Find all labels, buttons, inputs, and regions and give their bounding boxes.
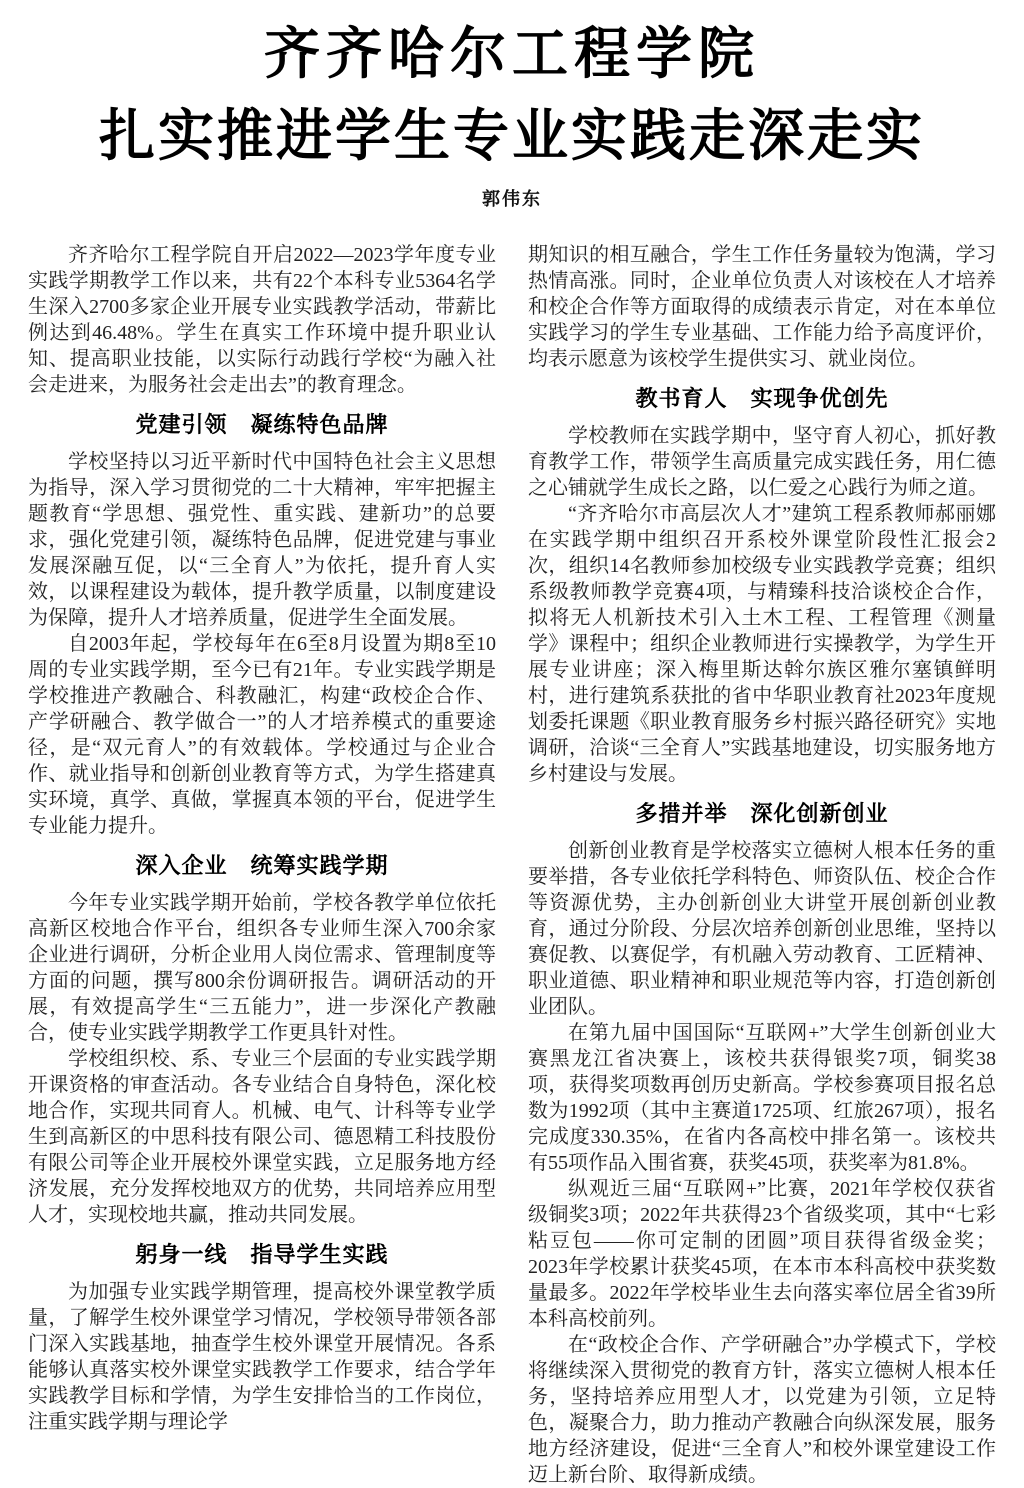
paragraph: 纵观近三届“互联网+”比赛，2021年学校仅获省级铜奖3项；2022年共获得23个省级奖项，其中“七彩粘豆包——你可定制的团圆”项目获得省级金奖；2023年学校累计获奖45项，在本市本科高校中获奖数量最多。2022年学校毕业生去向落实率位居全省39所本科高校前列。: [528, 1178, 996, 1330]
section-header: 教书育人 实现争优创先: [635, 386, 889, 411]
paragraph: 为加强专业实践学期管理，提高校外课堂教学质量，了解学生校外课堂学习情况，学校领导带领各部门深入实践基地，抽查学生校外课堂开展情况。各系能够认真落实校外课堂实践教学工作要求，结合学年实践教学目标和学情，为学生安排恰当的工作岗位，注重实践学期与理论学: [28, 1281, 496, 1433]
article-columns: [28, 242, 996, 1488]
paragraph: “齐齐哈尔市高层次人才”建筑工程系教师郝丽娜在实践学期中组织召开系校外课堂阶段性汇报会2次，组织14名教师参加校级专业实践教学竞赛；组织系级教师教学竞赛4项，与精臻科技洽谈校企合作，拟将无人机新技术引入土木工程、工程管理《测量学》课程中；组织企业教师进行实操教学，为学生开展专业讲座；深入梅里斯达斡尔族区雅尔塞镇鲜明村，进行建筑系获批的省中华职业教育社2023年度规划委托课题《职业教育服务乡村振兴路径研究》实地调研，洽谈“三全育人”实践基地建设，切实服务地方乡村建设与发展。: [528, 503, 996, 785]
article-title: [28, 22, 996, 168]
paragraph: 在“政校企合作、产学研融合”办学模式下，学校将继续深入贯彻党的教育方针，落实立德树人根本任务，坚持培养应用型人才，以党建为引领，立足特色，凝聚合力，助力推动产教融合向纵深发展，服务地方经济建设，促进“三全育人”和校外课堂建设工作迈上新台阶、取得新成绩。: [528, 1334, 996, 1486]
section-header: 深入企业 统筹实践学期: [135, 853, 389, 878]
page-title-line2: 扎实推进学生专业实践走深走实: [99, 104, 925, 167]
left-column: [28, 242, 496, 1488]
section-header: 党建引领 凝练特色品牌: [135, 412, 389, 437]
paragraph: 创新创业教育是学校落实立德树人根本任务的重要举措，各专业依托学科特色、师资队伍、校企合作等资源优势，主办创新创业大讲堂开展创新创业教育，通过分阶段、分层次培养创新创业思维，坚持以赛促教、以赛促学，有机融入劳动教育、工匠精神、职业道德、职业精神和职业规范等内容，打造创新创业团队。: [528, 840, 996, 1018]
paragraph: 在第九届中国国际“互联网+”大学生创新创业大赛黑龙江省决赛上，该校共获得银奖7项，铜奖38项，获得奖项数再创历史新高。学校参赛项目报名总数为1992项（其中主赛道1725项、红旅267项），报名完成度330.35%，在省内各高校中排名第一。该校共有55项作品入围省赛，获奖45项，获奖率为81.8%。: [528, 1022, 996, 1174]
paragraph: 自2003年起，学校每年在6至8月设置为期8至10周的专业实践学期，至今已有21年。专业实践学期是学校推进产教融合、科教融汇，构建“政校企合作、产学研融合、教学做合一”的人才培养模式的重要途径，是“双元育人”的有效载体。学校通过与企业合作、就业指导和创新创业教育等方式，为学生搭建真实环境，真学、真做，掌握真本领的平台，促进学生专业能力提升。: [28, 633, 496, 837]
author-byline: 郭伟东: [482, 189, 542, 209]
paragraph: 今年专业实践学期开始前，学校各教学单位依托高新区校地合作平台，组织各专业师生深入700余家企业进行调研，分析企业用人岗位需求、管理制度等方面的问题，撰写800余份调研报告。调研活动的开展，有效提高学生“三五能力”，进一步深化产教融合，使专业实践学期教学工作更具针对性。: [28, 892, 496, 1044]
right-column: [528, 242, 996, 1488]
paragraph: 期知识的相互融合，学生工作任务量较为饱满，学习热情高涨。同时，企业单位负责人对该校在人才培养和校企合作等方面取得的成绩表示肯定，对在本单位实践学习的学生专业基础、工作能力给予高度评价，均表示愿意为该校学生提供实习、就业岗位。: [528, 244, 996, 370]
paragraph: 学校坚持以习近平新时代中国特色社会主义思想为指导，深入学习贯彻党的二十大精神，牢牢把握主题教育“学思想、强党性、重实践、建新功”的总要求，强化党建引领，凝练特色品牌，促进党建与事业发展深融互促，以“三全育人”为依托，提升育人实效，以课程建设为载体，提升教学质量，以制度建设为保障，提升人才培养质量，促进学生全面发展。: [28, 451, 496, 629]
paragraph: 齐齐哈尔工程学院自开启2022—2023学年度专业实践学期教学工作以来，共有22个本科专业5364名学生深入2700多家企业开展专业实践教学活动，带薪比例达到46.48%。学生在真实工作环境中提升职业认知、提高职业技能，以实际行动践行学校“为融入社会走进来，为服务社会走出去”的教育理念。: [28, 244, 496, 396]
page-title-line1: 齐齐哈尔工程学院: [264, 22, 760, 85]
section-header: 躬身一线 指导学生实践: [135, 1242, 389, 1267]
section-header: 多措并举 深化创新创业: [635, 801, 889, 826]
paragraph: 学校教师在实践学期中，坚守育人初心，抓好教育教学工作，带领学生高质量完成实践任务，用仁德之心铺就学生成长之路，以仁爱之心践行为师之道。: [528, 425, 996, 499]
paragraph: 学校组织校、系、专业三个层面的专业实践学期开课资格的审查活动。各专业结合自身特色，深化校地合作，实现共同育人。机械、电气、计科等专业学生到高新区的中思科技有限公司、德恩精工科技股份有限公司等企业开展校外课堂实践，立足服务地方经济发展，充分发挥校地双方的优势，共同培养应用型人才，实现校地共赢，推动共同发展。: [28, 1048, 496, 1226]
